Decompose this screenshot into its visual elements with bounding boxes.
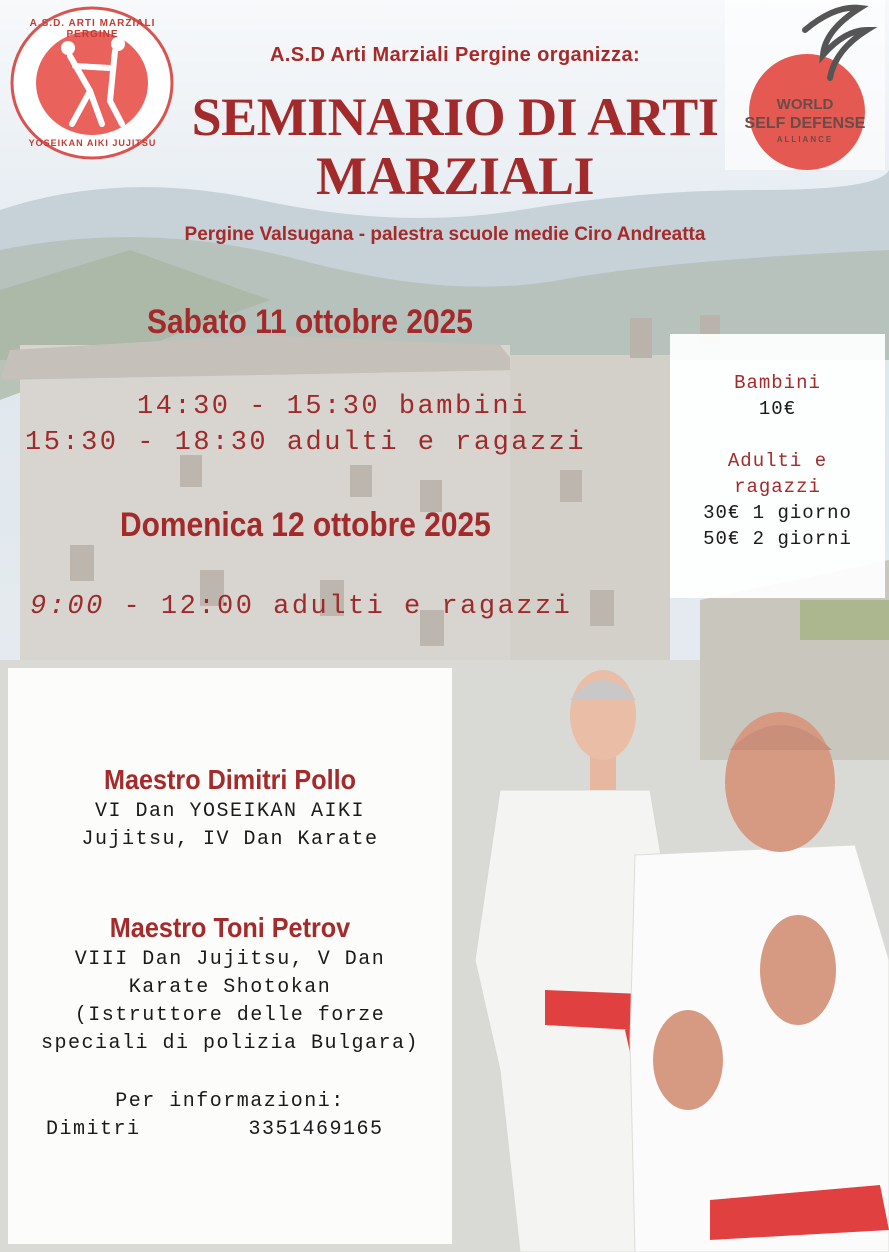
master-2-desc-3: (Istruttore delle forze [74, 1004, 386, 1027]
club-logo-title: A.S.D. ARTI MARZIALI PERGINE [29, 18, 156, 40]
price-box [670, 334, 885, 598]
price-adults-label-2: ragazzi [734, 476, 821, 498]
master-2-desc-1: VIII Dan Jujitsu, V Dan [74, 948, 386, 971]
sunday-slot [30, 592, 572, 622]
price-adults-two-days: 50€ 2 giorni [703, 528, 852, 550]
venue-line: Pergine Valsugana - palestra scuole medie Ciro Andreatta [184, 224, 706, 245]
price-adults-label-1: Adulti e [727, 450, 828, 472]
page-title [150, 88, 760, 207]
master-2-desc-2: Karate Shotokan [128, 976, 332, 999]
alliance-logo-line1: WORLD [776, 96, 834, 113]
saturday-slot-kids: 14:30 - 15:30 bambini [137, 392, 530, 422]
price-adults-one-day: 30€ 1 giorno [703, 502, 852, 524]
master-2-name: Maestro Toni Petrov [109, 912, 351, 943]
alliance-logo-line2: SELF DEFENSE [744, 115, 866, 132]
title-line-2: MARZIALI [315, 146, 595, 207]
master-1-name: Maestro Dimitri Pollo [103, 764, 357, 795]
price-children-value: 10€ [758, 398, 797, 420]
sunday-slot-rest: - 12:00 adulti e ragazzi [104, 592, 573, 622]
saturday-slot-adults: 15:30 - 18:30 adulti e ragazzi [25, 428, 587, 458]
club-logo-subtitle: YOSEIKAN AIKI JUJITSU [28, 138, 157, 148]
master-1-desc-1: VI Dan YOSEIKAN AIKI [94, 800, 366, 823]
organizer-line: A.S.D Arti Marziali Pergine organizza: [269, 44, 641, 66]
sunday-date: Domenica 12 ottobre 2025 [120, 506, 491, 544]
masters-photo [460, 640, 889, 1252]
saturday-date: Sabato 11 ottobre 2025 [147, 303, 473, 341]
title-line-1: SEMINARIO DI ARTI [191, 87, 719, 147]
alliance-logo-line3: ALLIANCE [776, 135, 834, 144]
contact-label: Per informazioni: [115, 1090, 345, 1113]
contact-name: Dimitri [46, 1118, 141, 1141]
master-2-desc-4: speciali di polizia Bulgara) [40, 1032, 420, 1055]
instructors-box [8, 668, 452, 1244]
master-1-desc-2: Jujitsu, IV Dan Karate [81, 828, 379, 851]
contact-line [8, 1116, 452, 1144]
sunday-slot-start: 9:00 [30, 592, 105, 622]
contact-phone[interactable]: 3351469165 [248, 1118, 384, 1141]
price-children-label: Bambini [734, 372, 821, 394]
